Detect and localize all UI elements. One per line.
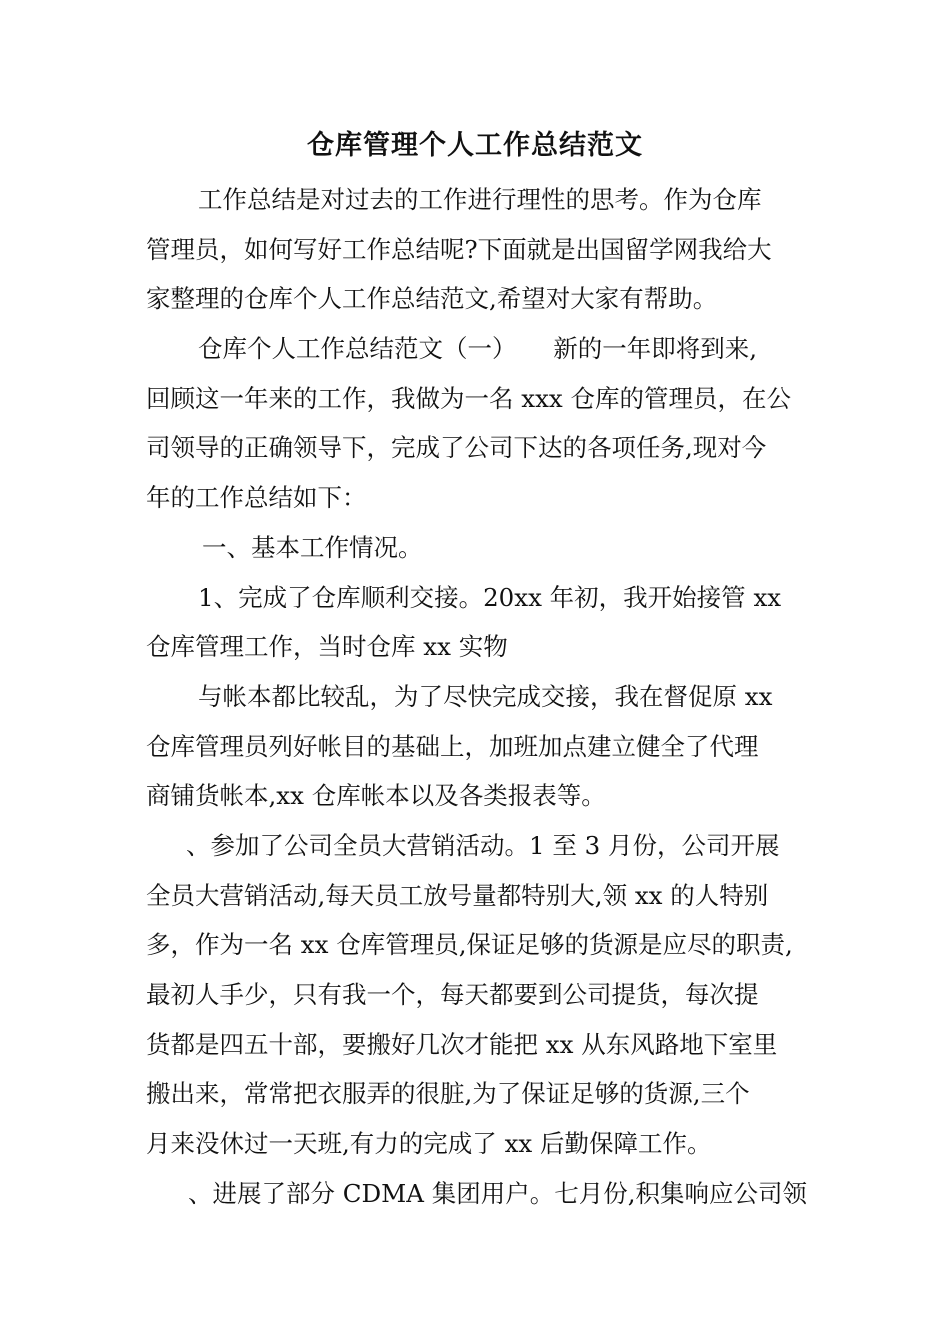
text-line: 货都是四五十部，要搬好几次才能把 xx 从东风路地下室里 [146,1029,778,1059]
paragraph-item-3 [146,1169,814,1219]
text-line: 回顾这一年来的工作，我做为一名 xxx 仓库的管理员，在公 [146,383,792,413]
paragraph-intro [146,175,814,324]
paragraph-item-1-cont [146,672,814,821]
paragraph-item-1 [146,573,814,672]
text-line: 司领导的正确领导下，完成了公司下达的各项任务,现对今 [146,433,767,463]
text-line: 仓库管理员列好帐目的基础上，加班加点建立健全了代理 [146,731,759,761]
text-line: 仓库管理工作，当时仓库 xx 实物 [146,632,508,662]
paragraph-heading-basic [146,523,814,573]
text-line: 仓库个人工作总结范文（一） 新的一年即将到来, [198,334,758,364]
text-line: 月来没休过一天班,有力的完成了 xx 后勤保障工作。 [146,1129,712,1159]
text-line: 全员大营销活动,每天员工放号量都特别大,领 xx 的人特别 [146,880,769,910]
text-line: 工作总结是对过去的工作进行理性的思考。作为仓库 [198,185,762,214]
text-line: 最初人手少，只有我一个，每天都要到公司提货，每次提 [146,980,759,1009]
paragraph-item-2 [146,821,814,1169]
text-line: 1、完成了仓库顺利交接。20xx 年初，我开始接管 xx [198,582,782,612]
document-title: 仓库管理个人工作总结范文 [307,130,643,161]
text-line: 与帐本都比较乱，为了尽快完成交接，我在督促原 xx [198,681,773,711]
text-line: 多，作为一名 xx 仓库管理员,保证足够的货源是应尽的职责, [146,930,793,960]
text-line: 管理员，如何写好工作总结呢?下面就是出国留学网我给大 [146,234,772,264]
text-line: 年的工作总结如下： [146,483,367,513]
document-body [146,175,814,1218]
text-line: 商铺货帐本,xx 仓库帐本以及各类报表等。 [146,781,606,811]
text-line: 、参加了公司全员大营销活动。1 至 3 月份，公司开展 [186,830,780,860]
text-line: 家整理的仓库个人工作总结范文,希望对大家有帮助。 [146,284,718,314]
text-line: 搬出来，常常把衣服弄的很脏,为了保证足够的货源,三个 [146,1079,750,1109]
paragraph-section-one [146,324,814,523]
text-line: 、进展了部分 CDMA 集团用户。七月份,积集响应公司领 [188,1178,808,1208]
text-line: 一、基本工作情况。 [202,532,423,562]
